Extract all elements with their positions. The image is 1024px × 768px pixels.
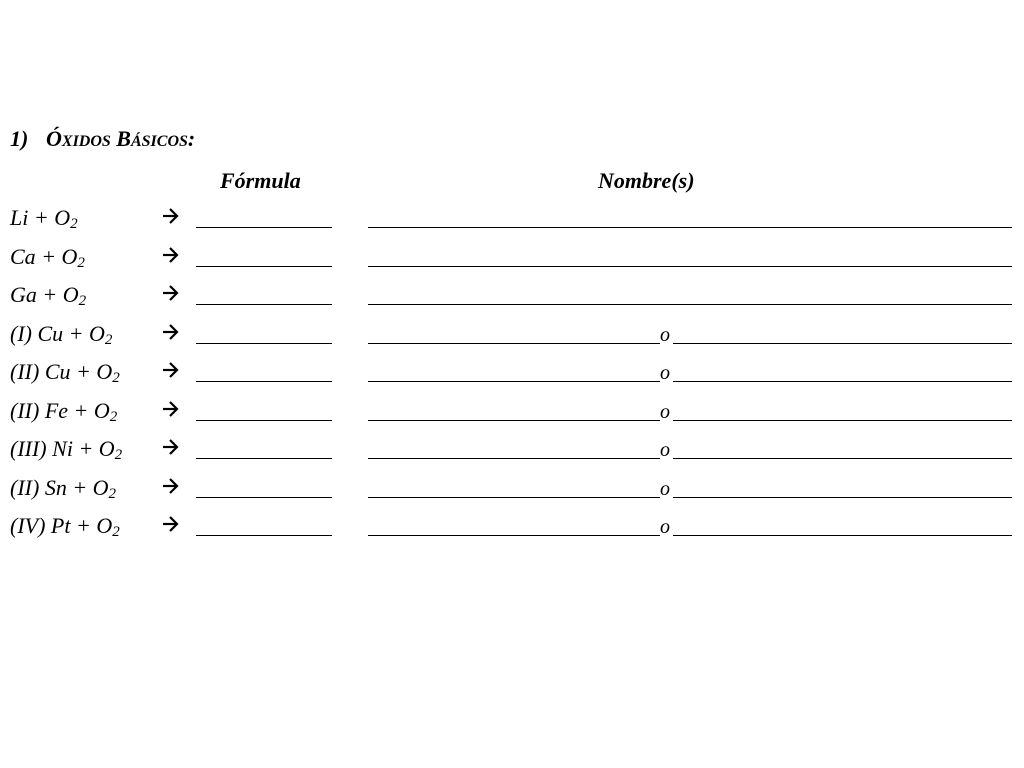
name-blank-1[interactable] bbox=[368, 497, 660, 498]
name-blank[interactable] bbox=[368, 304, 1012, 305]
reaction-prefix: (II) bbox=[10, 359, 45, 384]
reaction-row bbox=[0, 282, 1024, 312]
name-separator: o bbox=[660, 439, 670, 461]
nombre-column-header: Nombre(s) bbox=[598, 168, 695, 193]
name-blank-2[interactable] bbox=[673, 458, 1012, 459]
reaction-element: Cu bbox=[44, 359, 71, 384]
reaction-row bbox=[0, 436, 1024, 466]
formula-blank[interactable] bbox=[196, 458, 332, 459]
name-separator: o bbox=[660, 323, 670, 346]
name-separator: o bbox=[660, 516, 670, 538]
formula-blank[interactable] bbox=[196, 535, 332, 536]
formula-column-header: Fórmula bbox=[220, 168, 301, 193]
reaction-prefix: (III) bbox=[10, 436, 53, 461]
arrow-right-icon bbox=[162, 207, 179, 225]
oxygen-subscript: 2 bbox=[112, 370, 120, 386]
name-blank-1[interactable] bbox=[368, 343, 660, 344]
reaction-prefix: (I) bbox=[10, 320, 38, 346]
name-blank[interactable] bbox=[368, 266, 1012, 267]
reaction-prefix: (II) bbox=[10, 474, 45, 500]
reaction-prefix: (II) bbox=[10, 397, 45, 423]
name-separator: o bbox=[660, 477, 670, 500]
reaction-element: Ca bbox=[10, 243, 36, 269]
formula-blank[interactable] bbox=[196, 497, 332, 498]
name-blank-2[interactable] bbox=[673, 497, 1012, 498]
formula-blank[interactable] bbox=[196, 304, 332, 305]
section-title-rest-1: XIDOS bbox=[61, 133, 111, 150]
reaction-oxygen: + O bbox=[70, 513, 113, 538]
arrow-right-icon bbox=[162, 323, 179, 341]
reaction-element: Sn bbox=[44, 474, 67, 500]
name-blank-2[interactable] bbox=[673, 420, 1012, 421]
arrow-right-icon bbox=[162, 400, 179, 418]
oxygen-subscript: 2 bbox=[70, 216, 78, 232]
arrow-right-icon bbox=[162, 246, 179, 264]
oxygen-subscript: 2 bbox=[78, 293, 87, 309]
oxygen-subscript: 2 bbox=[109, 408, 118, 425]
name-blank-1[interactable] bbox=[368, 458, 660, 459]
oxygen-subscript: 2 bbox=[104, 331, 113, 348]
reaction-reactants bbox=[10, 398, 117, 424]
reaction-row bbox=[0, 398, 1024, 428]
reaction-reactants bbox=[10, 321, 112, 347]
oxygen-subscript: 2 bbox=[114, 447, 123, 463]
reaction-reactants bbox=[10, 282, 86, 308]
reaction-row bbox=[0, 513, 1024, 543]
reaction-oxygen: + O bbox=[35, 243, 78, 269]
oxygen-subscript: 2 bbox=[77, 254, 85, 271]
reaction-element: Cu bbox=[37, 320, 64, 346]
reaction-oxygen: + O bbox=[72, 436, 115, 461]
name-separator: o bbox=[660, 400, 670, 423]
formula-blank[interactable] bbox=[196, 266, 332, 267]
reaction-row bbox=[0, 205, 1024, 235]
reaction-oxygen: + O bbox=[36, 282, 79, 307]
name-blank-2[interactable] bbox=[673, 535, 1012, 536]
reaction-element: Li bbox=[10, 205, 29, 230]
reaction-reactants bbox=[10, 244, 85, 270]
section-title-rest-2: ÁSICOS bbox=[130, 133, 188, 150]
name-blank-1[interactable] bbox=[368, 381, 660, 382]
reaction-reactants bbox=[10, 513, 120, 539]
reaction-oxygen: + O bbox=[28, 205, 71, 230]
reaction-row bbox=[0, 359, 1024, 389]
reaction-oxygen: + O bbox=[63, 320, 105, 346]
reaction-row bbox=[0, 321, 1024, 351]
section-title-colon: : bbox=[187, 126, 196, 151]
formula-blank[interactable] bbox=[196, 227, 332, 228]
reaction-element: Ni bbox=[52, 436, 73, 461]
name-blank-1[interactable] bbox=[368, 420, 660, 421]
arrow-right-icon bbox=[162, 515, 179, 533]
section-title-initial-1: Ó bbox=[46, 126, 62, 151]
formula-blank[interactable] bbox=[196, 381, 332, 382]
reaction-element: Fe bbox=[44, 397, 69, 423]
section-title-initial-2: B bbox=[116, 126, 131, 151]
oxygen-subscript: 2 bbox=[112, 524, 120, 540]
reaction-reactants bbox=[10, 436, 122, 462]
reaction-reactants bbox=[10, 205, 78, 231]
oxygen-subscript: 2 bbox=[108, 485, 117, 502]
section-heading bbox=[10, 126, 195, 152]
formula-blank[interactable] bbox=[196, 420, 332, 421]
reaction-oxygen: + O bbox=[70, 359, 113, 384]
name-blank-1[interactable] bbox=[368, 535, 660, 536]
name-blank-2[interactable] bbox=[673, 381, 1012, 382]
name-blank[interactable] bbox=[368, 227, 1012, 228]
reaction-reactants bbox=[10, 359, 120, 385]
arrow-right-icon bbox=[162, 284, 179, 302]
reaction-oxygen: + O bbox=[68, 397, 110, 423]
reaction-prefix: (IV) bbox=[10, 513, 51, 538]
reaction-row bbox=[0, 244, 1024, 274]
reaction-oxygen: + O bbox=[66, 474, 109, 500]
section-number: 1) bbox=[10, 126, 29, 151]
reaction-row bbox=[0, 475, 1024, 505]
name-separator: o bbox=[660, 362, 670, 384]
formula-blank[interactable] bbox=[196, 343, 332, 344]
reaction-reactants bbox=[10, 475, 116, 501]
arrow-right-icon bbox=[162, 361, 179, 379]
arrow-right-icon bbox=[162, 438, 179, 456]
reaction-element: Ga bbox=[10, 282, 37, 307]
name-blank-2[interactable] bbox=[673, 343, 1012, 344]
reaction-element: Pt bbox=[50, 513, 71, 538]
arrow-right-icon bbox=[162, 477, 179, 495]
